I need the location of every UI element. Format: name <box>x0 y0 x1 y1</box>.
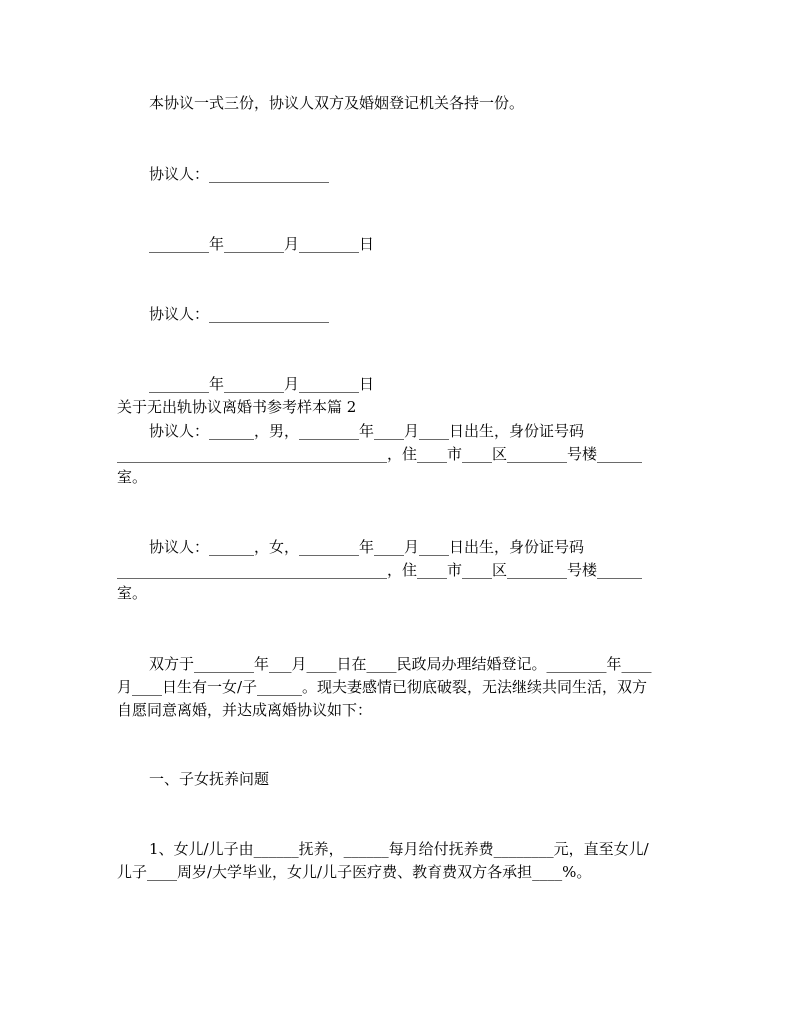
party-male-line-1: 协议人：______，男，________年____月____日出生，身份证号码 <box>149 422 585 440</box>
marriage-paragraph-line-3: 自愿同意离婚，并达成离婚协议如下： <box>117 701 373 719</box>
signatory-line-2: 协议人：________________ <box>149 305 330 323</box>
date-line-1: ________年________月________日 <box>149 235 375 253</box>
date-line-2: ________年________月________日 <box>149 375 375 393</box>
party-female-line-2: ____________________________________，住____市____区________号楼______ <box>117 561 643 579</box>
section-title: 关于无出轨协议离婚书参考样本篇 2 <box>117 398 357 416</box>
heading-child-custody: 一、子女抚养问题 <box>149 770 270 788</box>
copies-clause: 本协议一式三份，协议人双方及婚姻登记机关各持一份。 <box>149 94 525 112</box>
party-male-line-3: 室。 <box>117 468 148 486</box>
party-female-line-1: 协议人：______，女，________年____月____日出生，身份证号码 <box>149 538 585 556</box>
custody-clause-line-1: 1、女儿/儿子由______抚养，______每月给付抚养费________元，直至女儿/ <box>149 840 649 858</box>
marriage-paragraph-line-1: 双方于________年___月____日在____民政局办理结婚登记。________年____ <box>149 655 652 673</box>
party-male-line-2: ____________________________________，住____市____区________号楼______ <box>117 445 643 463</box>
custody-clause-line-2: 儿子____周岁/大学毕业，女儿/儿子医疗费、教育费双方各承担____%。 <box>117 863 592 881</box>
signatory-line-1: 协议人：________________ <box>149 165 330 183</box>
marriage-paragraph-line-2: 月____日生有一女/子______。现夫妻感情已彻底破裂，无法继续共同生活，双方 <box>117 678 648 696</box>
party-female-line-3: 室。 <box>117 584 148 602</box>
